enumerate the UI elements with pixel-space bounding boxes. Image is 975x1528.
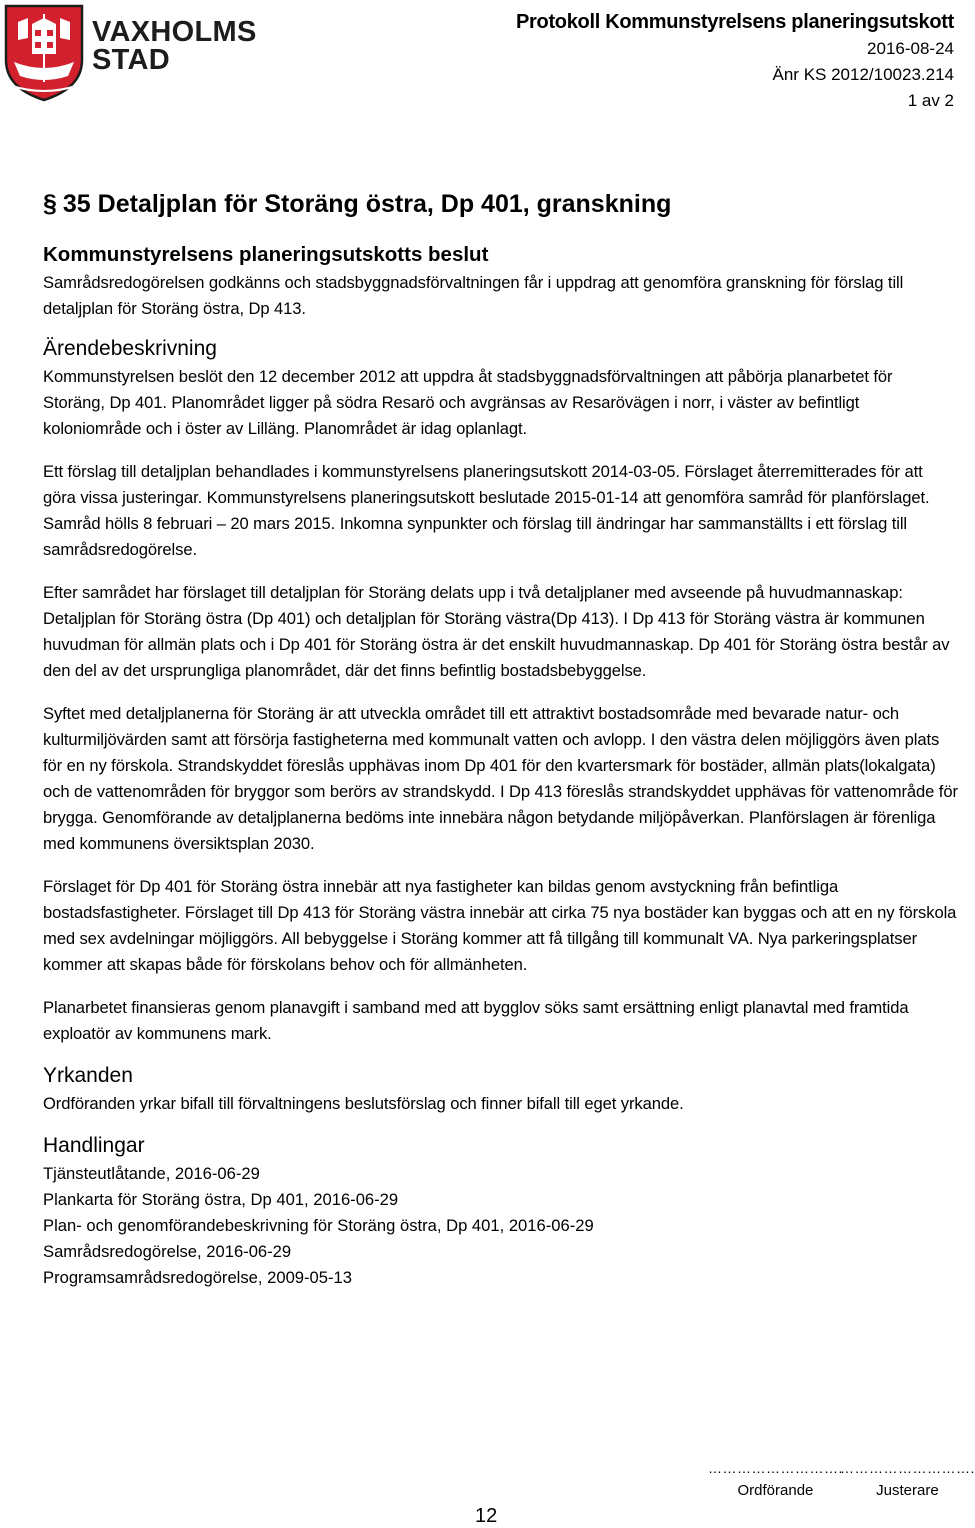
- paragraph-symbol: §: [43, 190, 57, 218]
- list-item: Tjänsteutlåtande, 2016-06-29: [43, 1164, 260, 1183]
- list-item: Plankarta för Storäng östra, Dp 401, 2016-06-29: [43, 1190, 399, 1209]
- motions-text: Ordföranden yrkar bifall till förvaltningens beslutsförslag och finner bifall till eget yrkande.: [43, 1094, 684, 1113]
- signature-line: ……………………….: [708, 1460, 843, 1476]
- page-indicator: 1 av 2: [907, 91, 954, 110]
- chair-signature: [708, 1460, 843, 1502]
- protocol-title: Protokoll Kommunstyrelsens planeringsutskott: [516, 11, 954, 33]
- description-paragraph: Förslaget för Dp 401 för Storäng östra innebär att nya fastigheter kan bildas genom avstyckning från befintliga bostadsfastigheter. Förslaget till Dp 413 för Storäng västra innebär att cirka 75 nya bostäder kan byggas och att en ny förskola med sex avdelningar möjliggörs. All bebyggelse i Storäng kommer att få tillgång till kommunalt VA. Nya parkeringsplatser kommer att skapas både för förskolans behov och för allmänheten.: [43, 877, 957, 974]
- documents-heading: Handlingar: [43, 1134, 145, 1157]
- document-body: [43, 186, 958, 1291]
- motions-heading: Yrkanden: [43, 1064, 133, 1087]
- description-paragraph: Syftet med detaljplanerna för Storäng är att utveckla området till ett attraktivt bostadsområde med bevarade natur- och kulturmiljövärden samt att försörja fastigheterna med kommunalt vatten och avlopp. I den västra delen möjliggörs även plats för en ny förskola. Strandskyddet föreslås upphävas inom Dp 401 för den kvartersmark för bostäder, allmän plats(lokalgata) och de vattenområden för bryggor som berörs av strandskydd. I Dp 413 föreslås strandskyddet upphävas för vattenområde för brygga. Genomförande av detaljplanerna bedöms inte innebära någon betydande miljöpåverkan. Planförslagen är förenliga med kommunens översiktsplan 2030.: [43, 704, 958, 853]
- adjuster-label: Justerare: [876, 1482, 939, 1499]
- list-item: Programsamrådsredogörelse, 2009-05-13: [43, 1268, 352, 1287]
- decision-heading: Kommunstyrelsens planeringsutskotts beslut: [43, 243, 489, 266]
- protocol-header: [516, 8, 954, 114]
- adjuster-signature: [840, 1460, 975, 1502]
- description-paragraph: Planarbetet finansieras genom planavgift i samband med att bygglov söks samt ersättning enligt planavtal med framtida exploatör av kommunens mark.: [43, 998, 909, 1043]
- footer-page-number: 12: [475, 1505, 498, 1527]
- section-heading: [43, 186, 958, 222]
- decision-text: Samrådsredogörelsen godkänns och stadsbyggnadsförvaltningen får i uppdrag att genomföra granskning för förslag till detaljplan för Storäng östra, Dp 413.: [43, 273, 904, 318]
- description-paragraph: Ett förslag till detaljplan behandlades i kommunstyrelsens planeringsutskott 2014-03-05. Förslaget återremitterades för att göra vissa justeringar. Kommunstyrelsens planeringsutskott beslutade 2015-01-14 att genomföra samråd för planförslaget. Samråd hölls 8 februari – 20 mars 2015. Inkomna synpunkter och förslag till ändringar har sammanställts i ett förslag till samrådsredogörelse.: [43, 462, 930, 559]
- description-heading: Ärendebeskrivning: [43, 337, 217, 360]
- section-title-text: 35 Detaljplan för Storäng östra, Dp 401, granskning: [62, 190, 672, 218]
- signature-line: ……………………….: [840, 1460, 975, 1476]
- list-item: Plan- och genomförandebeskrivning för Storäng östra, Dp 401, 2016-06-29: [43, 1216, 594, 1235]
- case-reference: Änr KS 2012/10023.214: [772, 65, 954, 84]
- coat-of-arms-icon: [4, 4, 84, 102]
- description-paragraph: Kommunstyrelsen beslöt den 12 december 2012 att uppdra åt stadsbyggnadsförvaltningen att påbörja planarbetet för Storäng, Dp 401. Planområdet ligger på södra Resarö och avgränsas av Resarövägen i norr, i väster av befintligt koloniområde och i öster av Lilläng. Planområdet är idag oplanlagt.: [43, 367, 893, 438]
- list-item: Samrådsredogörelse, 2016-06-29: [43, 1242, 292, 1261]
- logo-line-2: STAD: [92, 44, 170, 76]
- vaxholm-logo: [4, 4, 257, 102]
- logo-line-1: VAXHOLMS: [92, 16, 257, 48]
- documents-list: [43, 1161, 958, 1291]
- protocol-date: 2016-08-24: [867, 39, 954, 58]
- description-paragraph: Efter samrådet har förslaget till detaljplan för Storäng delats upp i två detaljplaner med avseende på huvudmannaskap: Detaljplan för Storäng östra (Dp 401) och detaljplan för Storäng västra(Dp 413). I Dp 413 för Storäng västra är kommunen huvudman för allmän plats och i Dp 401 för Storäng östra är det enskilt huvudmannaskap. Dp 401 för Storäng östra består av den del av det ursprungliga planområdet, där det finns befintlig bostadsbebyggelse.: [43, 583, 950, 680]
- chair-label: Ordförande: [737, 1482, 814, 1499]
- logo-wordmark: [92, 18, 257, 74]
